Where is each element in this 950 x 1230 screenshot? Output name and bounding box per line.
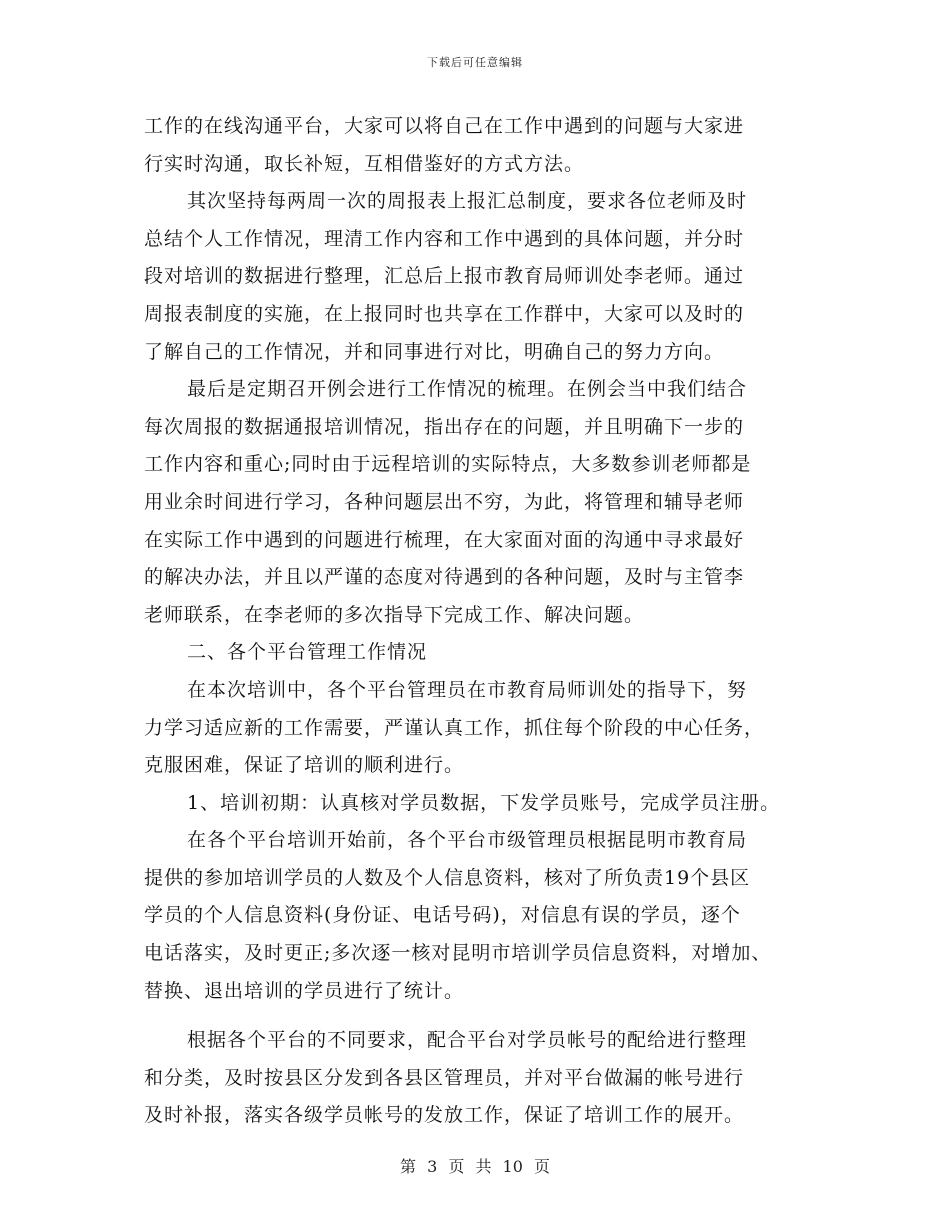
text-line: 的解决办法，并且以严谨的态度对待遇到的各种问题，及时与主管李: [144, 566, 745, 589]
paragraph-5: [144, 822, 824, 1010]
text-line: 提供的参加培训学员的人数及个人信息资料，核对了所负责19个县区: [144, 866, 751, 889]
text-line: 周报表制度的实施，在上报同时也共享在工作群中，大家可以及时的: [144, 302, 745, 325]
text-line: 工作的在线沟通平台，大家可以将自己在工作中遇到的问题与大家进: [144, 115, 745, 137]
text-line: 和分类，及时按县区分发到各县区管理员，并对平台做漏的帐号进行: [144, 1066, 745, 1089]
page-footer: 第 3 页 共 10 页: [400, 1157, 550, 1176]
text-line: 最后是定期召开例会进行工作情况的梳理。在例会当中我们结合: [187, 378, 748, 401]
text-line: 了解自己的工作情况，并和同事进行对比，明确自己的努力方向。: [144, 340, 725, 363]
text-line: 学员的个人信息资料(身份证、电话号码)，对信息有误的学员，逐个: [144, 904, 741, 927]
text-line: 段对培训的数据进行整理，汇总后上报市教育局师训处李老师。通过: [144, 265, 745, 288]
section-heading: [144, 634, 824, 672]
text-line: 根据各个平台的不同要求，配合平台对学员帐号的配给进行整理: [187, 1029, 748, 1052]
document-body: [144, 108, 824, 1135]
text-line: 每次周报的数据通报培训情况，指出存在的问题，并且明确下一步的: [144, 415, 745, 438]
subsection-heading: [144, 785, 824, 823]
paragraph-1: [144, 108, 824, 183]
page-header: 下载后可任意编辑: [427, 56, 523, 69]
paragraph-3: [144, 371, 824, 634]
text-line: 在各个平台培训开始前，各个平台市级管理员根据昆明市教育局: [187, 829, 748, 852]
text-line: 其次坚持每两周一次的周报表上报汇总制度，要求各位老师及时: [187, 190, 748, 213]
text-line: 电话落实，及时更正;多次逐一核对昆明市培训学员信息资料，对增加、: [144, 942, 772, 965]
text-line: 克服困难，保证了培训的顺利进行。: [144, 754, 465, 777]
text-line: 行实时沟通，取长补短，互相借鉴好的方式方法。: [144, 152, 585, 175]
paragraph-gap: [144, 1010, 824, 1022]
text-line: 用业余时间进行学习，各种问题层出不穷，为此，将管理和辅导老师: [144, 490, 745, 513]
text-line: 总结个人工作情况，理清工作内容和工作中遇到的具体问题，并分时: [144, 227, 745, 250]
paragraph-6: [144, 1022, 824, 1135]
text-line: 二、各个平台管理工作情况: [187, 641, 428, 664]
text-line: 在本次培训中，各个平台管理员在市教育局师训处的指导下，努: [187, 678, 748, 701]
text-line: 在实际工作中遇到的问题进行梳理，在大家面对面的沟通中寻求最好: [144, 528, 745, 551]
paragraph-2: [144, 183, 824, 371]
text-line: 老师联系，在李老师的多次指导下完成工作、解决问题。: [144, 603, 645, 626]
text-line: 及时补报，落实各级学员帐号的发放工作，保证了培训工作的展开。: [144, 1104, 745, 1127]
text-line: 力学习适应新的工作需要，严谨认真工作，抓住每个阶段的中心任务，: [144, 716, 765, 739]
text-line: 1、培训初期：认真核对学员数据，下发学员账号，完成学员注册。: [187, 791, 781, 814]
text-line: 替换、退出培训的学员进行了统计。: [144, 979, 465, 1002]
paragraph-4: [144, 672, 824, 785]
text-line: 工作内容和重心;同时由于远程培训的实际特点，大多数参训老师都是: [144, 453, 752, 476]
